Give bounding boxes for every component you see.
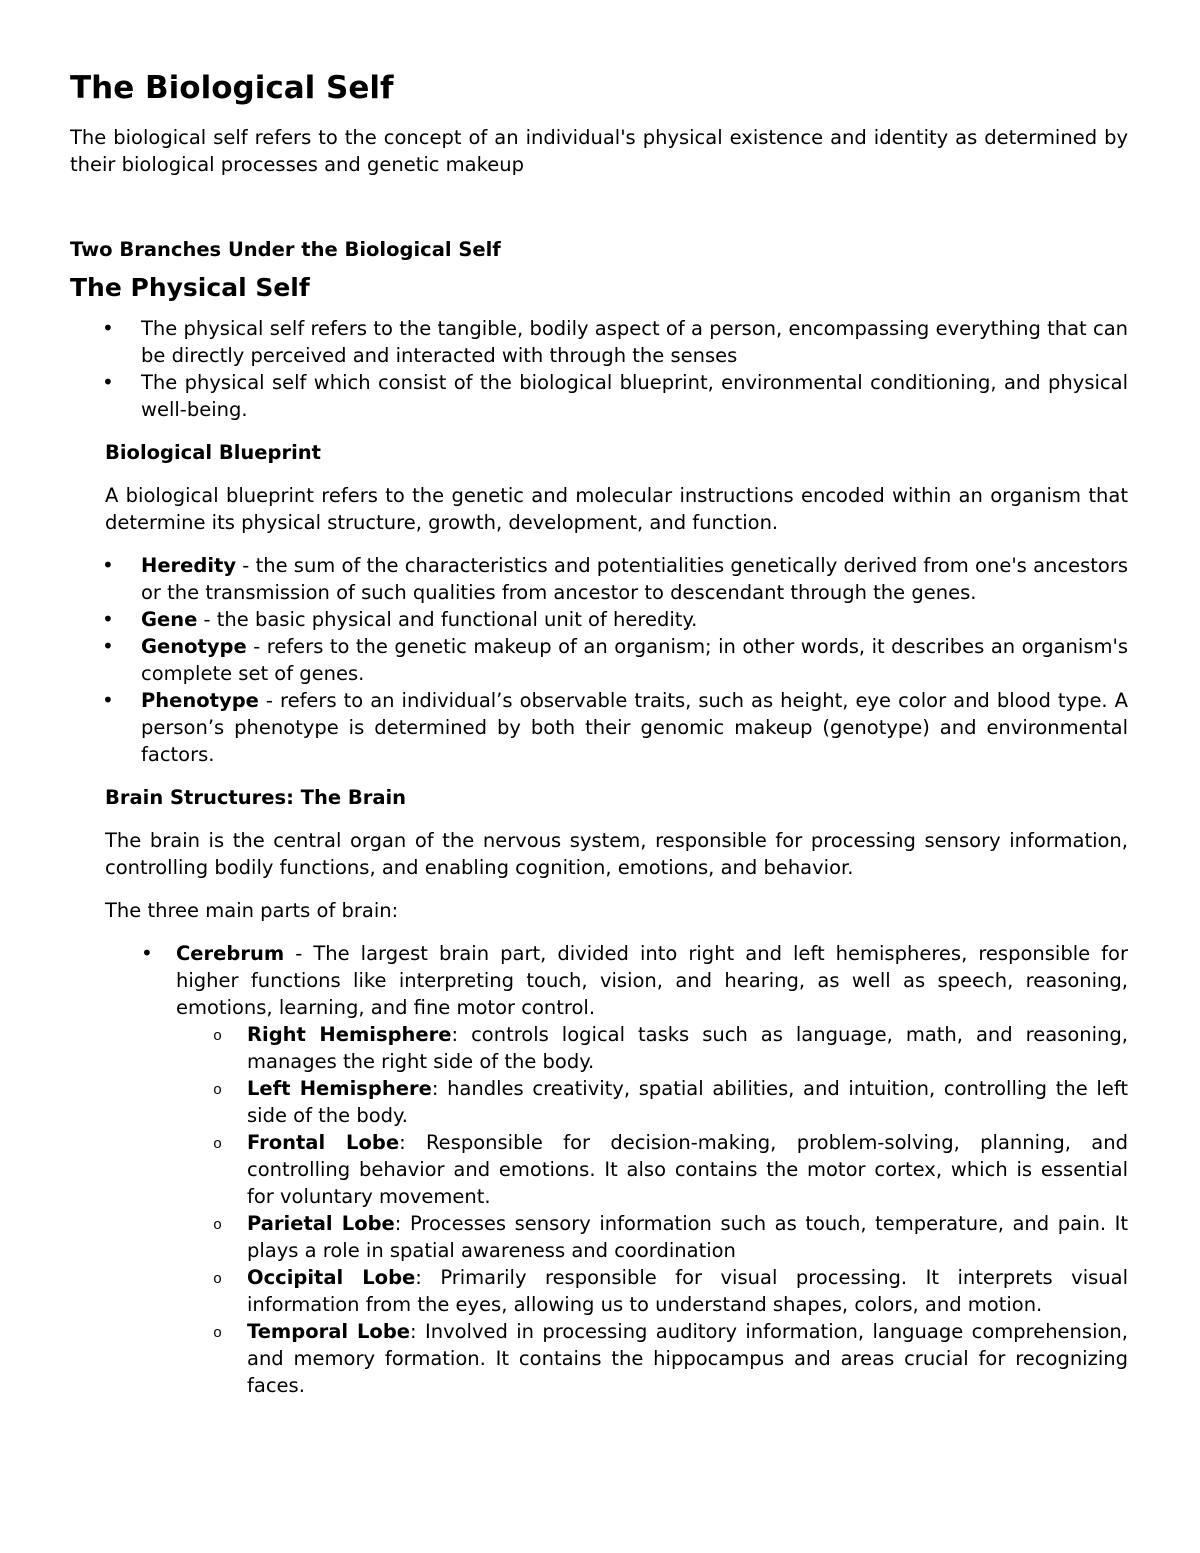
list-item (70, 633, 1128, 687)
term-label: Gene (141, 608, 198, 631)
term-description: Involved in processing auditory information, language comprehension, and memory formation. It contains the hippocampus and areas crucial for recognizing faces. (247, 1320, 1128, 1397)
term-label: Temporal Lobe (247, 1320, 411, 1343)
list-item (176, 1021, 1128, 1075)
term-description: The largest brain part, divided into right and left hemispheres, responsible for higher functions like interpreting touch, vision, and hearing, as well as speech, reasoning, emotions, learning, and fine motor control. (176, 942, 1128, 1019)
term-description: Primarily responsible for visual processing. It interprets visual information from the eyes, allowing us to understand shapes, colors, and motion. (247, 1266, 1128, 1316)
term-label: Occipital Lobe (247, 1266, 416, 1289)
term-label: Genotype (141, 635, 247, 658)
list-item (176, 1210, 1128, 1264)
term-description: the basic physical and functional unit of heredity. (216, 608, 698, 631)
term-separator: : (394, 1212, 410, 1235)
term-label: Phenotype (141, 689, 259, 712)
brain-paragraph: The brain is the central organ of the nervous system, responsible for processing sensory information, controlling bodily functions, and enabling cognition, emotions, and behavior. (105, 829, 1128, 879)
blueprint-paragraph: A biological blueprint refers to the genetic and molecular instructions encoded within an organism that determine its physical structure, growth, development, and function. (105, 484, 1128, 534)
list-item (70, 552, 1128, 606)
list-item: • The physical self refers to the tangible, bodily aspect of a person, encompassing everything that can be directly perceived and interacted with through the senses (70, 315, 1128, 369)
term-description: Processes sensory information such as touch, temperature, and pain. It plays a role in spatial awareness and coordination (247, 1212, 1128, 1262)
term-separator: - (236, 554, 256, 577)
term-label: Parietal Lobe (247, 1212, 395, 1235)
list-item (176, 1129, 1128, 1210)
term-description: the sum of the characteristics and potentialities genetically derived from one's ancestors or the transmission of such qualities from ancestor to descendant through the genes. (141, 554, 1129, 604)
intro-paragraph: The biological self refers to the concept of an individual's physical existence and identity as determined by their biological processes and genetic makeup (70, 126, 1128, 176)
physical-self-heading: The Physical Self (70, 273, 310, 302)
term-label: Left Hemisphere (247, 1077, 432, 1100)
term-description: refers to the genetic makeup of an organism; in other words, it describes an organism's complete set of genes. (141, 635, 1128, 685)
term-description: controls logical tasks such as language, math, and reasoning, manages the right side of the body. (247, 1023, 1128, 1073)
term-separator: - (246, 635, 267, 658)
list-item (70, 687, 1128, 768)
term-label: Right Hemisphere (247, 1023, 452, 1046)
list-item (176, 1075, 1128, 1129)
blueprint-terms-list (70, 552, 1128, 768)
term-description: refers to an individual’s observable traits, such as height, eye color and blood type. A person’s phenotype is determined by both their genomic makeup (genotype) and environmental factors. (141, 689, 1128, 766)
term-label: Heredity (141, 554, 237, 577)
brain-heading: Brain Structures: The Brain (105, 786, 407, 809)
list-item: • The physical self which consist of the biological blueprint, environmental conditioning, and physical well-being. (70, 369, 1128, 423)
list-item (70, 606, 1128, 633)
blueprint-heading: Biological Blueprint (105, 441, 321, 464)
list-item (105, 940, 1128, 1021)
term-separator: : (415, 1266, 441, 1289)
brain-section (70, 784, 1128, 1399)
term-description: Responsible for decision-making, problem-solving, planning, and controlling behavior and emotions. It also contains the motor cortex, which is essential for voluntary movement. (247, 1131, 1128, 1208)
blueprint-section (70, 439, 1128, 536)
brain-parts-intro: The three main parts of brain: (105, 899, 399, 922)
term-separator: : (431, 1077, 448, 1100)
physical-self-list (70, 315, 1128, 423)
brain-parts-list (105, 940, 1128, 1021)
term-label: Cerebrum (176, 942, 285, 965)
term-separator: : (451, 1023, 472, 1046)
term-separator: - (197, 608, 217, 631)
term-separator: - (284, 942, 314, 965)
term-separator: : (399, 1131, 426, 1154)
term-label: Frontal Lobe (247, 1131, 400, 1154)
list-item (176, 1264, 1128, 1318)
cerebrum-sub-list (176, 1021, 1128, 1399)
branches-heading: Two Branches Under the Biological Self (70, 238, 501, 261)
list-item (176, 1318, 1128, 1399)
term-separator: - (258, 689, 280, 712)
document-title: The Biological Self (70, 70, 394, 106)
term-separator: : (410, 1320, 425, 1343)
term-description: handles creativity, spatial abilities, and intuition, controlling the left side of the body. (247, 1077, 1128, 1127)
